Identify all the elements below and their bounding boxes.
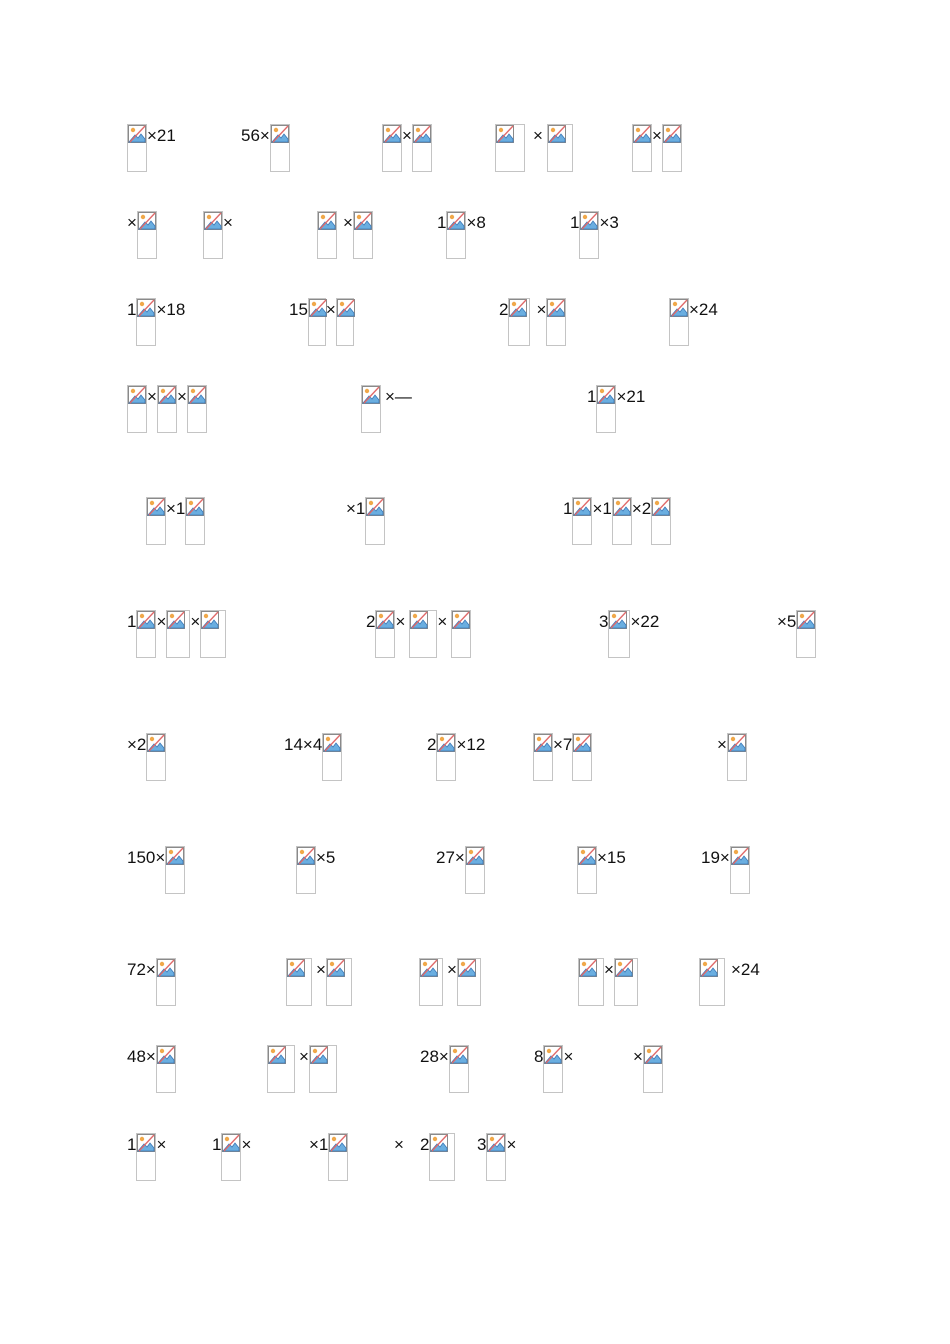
broken-image-icon <box>156 1045 176 1093</box>
broken-image-icon <box>317 211 337 259</box>
broken-image-icon <box>662 124 682 172</box>
expression-text: × <box>563 1047 574 1066</box>
broken-image-icon <box>308 298 326 346</box>
expression-text: × <box>447 960 457 979</box>
broken-image-icon <box>451 610 471 658</box>
broken-image-icon <box>137 211 157 259</box>
broken-image-icon <box>727 733 747 781</box>
broken-image-icon <box>572 733 592 781</box>
broken-image-icon <box>449 1045 469 1093</box>
broken-image-icon <box>165 846 185 894</box>
expression-text: ×24 <box>689 300 718 319</box>
expression-text: 1 <box>127 300 137 319</box>
expression-text: ×18 <box>156 300 186 319</box>
expression-text: × <box>343 213 353 232</box>
broken-image-icon <box>543 1045 563 1093</box>
expression-text: 2 <box>499 300 509 319</box>
broken-image-icon <box>365 497 385 545</box>
broken-image-icon <box>375 610 395 658</box>
broken-image-icon <box>572 497 592 545</box>
broken-image-icon <box>286 958 312 1006</box>
broken-image-icon <box>353 211 373 259</box>
expression-text: × <box>533 126 543 145</box>
broken-image-icon <box>412 124 432 172</box>
expression-text: × <box>299 1047 309 1066</box>
expression-text: ×15 <box>597 848 626 867</box>
expression-text: ×12 <box>456 735 486 754</box>
expression-text: 1 <box>570 213 580 232</box>
broken-image-icon <box>156 958 176 1006</box>
broken-image-icon <box>328 1133 348 1181</box>
broken-image-icon <box>577 846 597 894</box>
expression-text: 14×4 <box>284 735 323 754</box>
expression-text: × <box>506 1135 517 1154</box>
expression-text: ×3 <box>599 213 619 232</box>
broken-image-icon <box>166 610 190 658</box>
expression-text: × <box>437 612 448 631</box>
broken-image-icon <box>669 298 689 346</box>
expression-text: 1 <box>127 1135 137 1154</box>
broken-image-icon <box>309 1045 337 1093</box>
expression-text: × <box>536 300 547 319</box>
broken-image-icon <box>465 846 485 894</box>
broken-image-icon <box>508 298 530 346</box>
expression-text: ×21 <box>616 387 646 406</box>
expression-text: ×7 <box>553 735 573 754</box>
broken-image-icon <box>326 958 352 1006</box>
expression-text: 2 <box>420 1135 430 1154</box>
broken-image-icon <box>187 385 207 433</box>
expression-text: 56× <box>241 126 270 145</box>
expression-text: ×1 <box>166 499 186 518</box>
expression-text: × <box>325 300 336 319</box>
expression-text: × <box>717 735 727 754</box>
expression-text: ×1 <box>346 499 366 518</box>
expression-text: × <box>223 213 233 232</box>
expression-text: × <box>316 960 326 979</box>
expression-text: ×2 <box>631 499 652 518</box>
expression-text: 48× <box>127 1047 156 1066</box>
expression-text: ×1 <box>592 499 612 518</box>
expression-text: 150× <box>127 848 166 867</box>
broken-image-icon <box>203 211 223 259</box>
expression-text: × <box>652 126 662 145</box>
broken-image-icon <box>495 124 525 172</box>
broken-image-icon <box>796 610 816 658</box>
expression-text: ×1 <box>309 1135 329 1154</box>
expression-text: × <box>394 1135 404 1154</box>
expression-text: 2 <box>366 612 376 631</box>
broken-image-icon <box>270 124 290 172</box>
broken-image-icon <box>382 124 402 172</box>
broken-image-icon <box>185 497 205 545</box>
broken-image-icon <box>643 1045 663 1093</box>
expression-text: 2 <box>427 735 437 754</box>
expression-text: × <box>633 1047 643 1066</box>
expression-text: ×21 <box>147 126 176 145</box>
broken-image-icon <box>612 497 632 545</box>
expression-text: 3 <box>599 612 609 631</box>
expression-text: ×24 <box>731 960 760 979</box>
broken-image-icon <box>127 385 147 433</box>
broken-image-icon <box>533 733 553 781</box>
broken-image-icon <box>614 958 638 1006</box>
expression-text: ×5 <box>316 848 336 867</box>
broken-image-icon <box>547 124 573 172</box>
expression-text: 15 <box>289 300 308 319</box>
expression-text: × <box>402 126 412 145</box>
broken-image-icon <box>136 1133 156 1181</box>
broken-image-icon <box>486 1133 506 1181</box>
expression-text: 28× <box>420 1047 449 1066</box>
broken-image-icon <box>361 385 381 433</box>
broken-image-icon <box>136 298 156 346</box>
expression-text: × <box>395 612 406 631</box>
broken-image-icon <box>336 298 354 346</box>
expression-text: × <box>241 1135 252 1154</box>
broken-image-icon <box>146 497 166 545</box>
expression-text: ×5 <box>777 612 797 631</box>
expression-text: ×22 <box>630 612 660 631</box>
broken-image-icon <box>578 958 604 1006</box>
broken-image-icon <box>546 298 566 346</box>
broken-image-icon <box>632 124 652 172</box>
expression-text: ×— <box>385 387 412 406</box>
broken-image-icon <box>221 1133 241 1181</box>
expression-text: × <box>147 387 157 406</box>
broken-image-icon <box>579 211 599 259</box>
expression-text: 72× <box>127 960 156 979</box>
broken-image-icon <box>596 385 616 433</box>
broken-image-icon <box>419 958 443 1006</box>
broken-image-icon <box>322 733 342 781</box>
broken-image-icon <box>296 846 316 894</box>
expression-text: × <box>176 387 187 406</box>
broken-image-icon <box>136 610 156 658</box>
broken-image-icon <box>699 958 725 1006</box>
expression-text: × <box>604 960 614 979</box>
expression-text: 1 <box>212 1135 222 1154</box>
broken-image-icon <box>267 1045 295 1093</box>
expression-text: 19× <box>701 848 730 867</box>
expression-text: 1 <box>437 213 447 232</box>
broken-image-icon <box>409 610 437 658</box>
broken-image-icon <box>730 846 750 894</box>
expression-text: × <box>127 213 137 232</box>
broken-image-icon <box>429 1133 455 1181</box>
broken-image-icon <box>146 733 166 781</box>
expression-text: 3 <box>477 1135 487 1154</box>
expression-text: × <box>190 612 201 631</box>
broken-image-icon <box>651 497 671 545</box>
expression-text: × <box>156 612 167 631</box>
broken-image-icon <box>608 610 630 658</box>
expression-text: 1 <box>127 612 137 631</box>
expression-text: 27× <box>436 848 465 867</box>
expression-text: ×8 <box>466 213 486 232</box>
expression-text: ×2 <box>127 735 147 754</box>
broken-image-icon <box>446 211 466 259</box>
broken-image-icon <box>157 385 177 433</box>
expression-text: × <box>156 1135 167 1154</box>
broken-image-icon <box>127 124 147 172</box>
expression-text: 1 <box>563 499 573 518</box>
broken-image-icon <box>457 958 481 1006</box>
expression-text: 8 <box>534 1047 544 1066</box>
broken-image-icon <box>200 610 226 658</box>
broken-image-icon <box>436 733 456 781</box>
expression-text: 1 <box>587 387 597 406</box>
